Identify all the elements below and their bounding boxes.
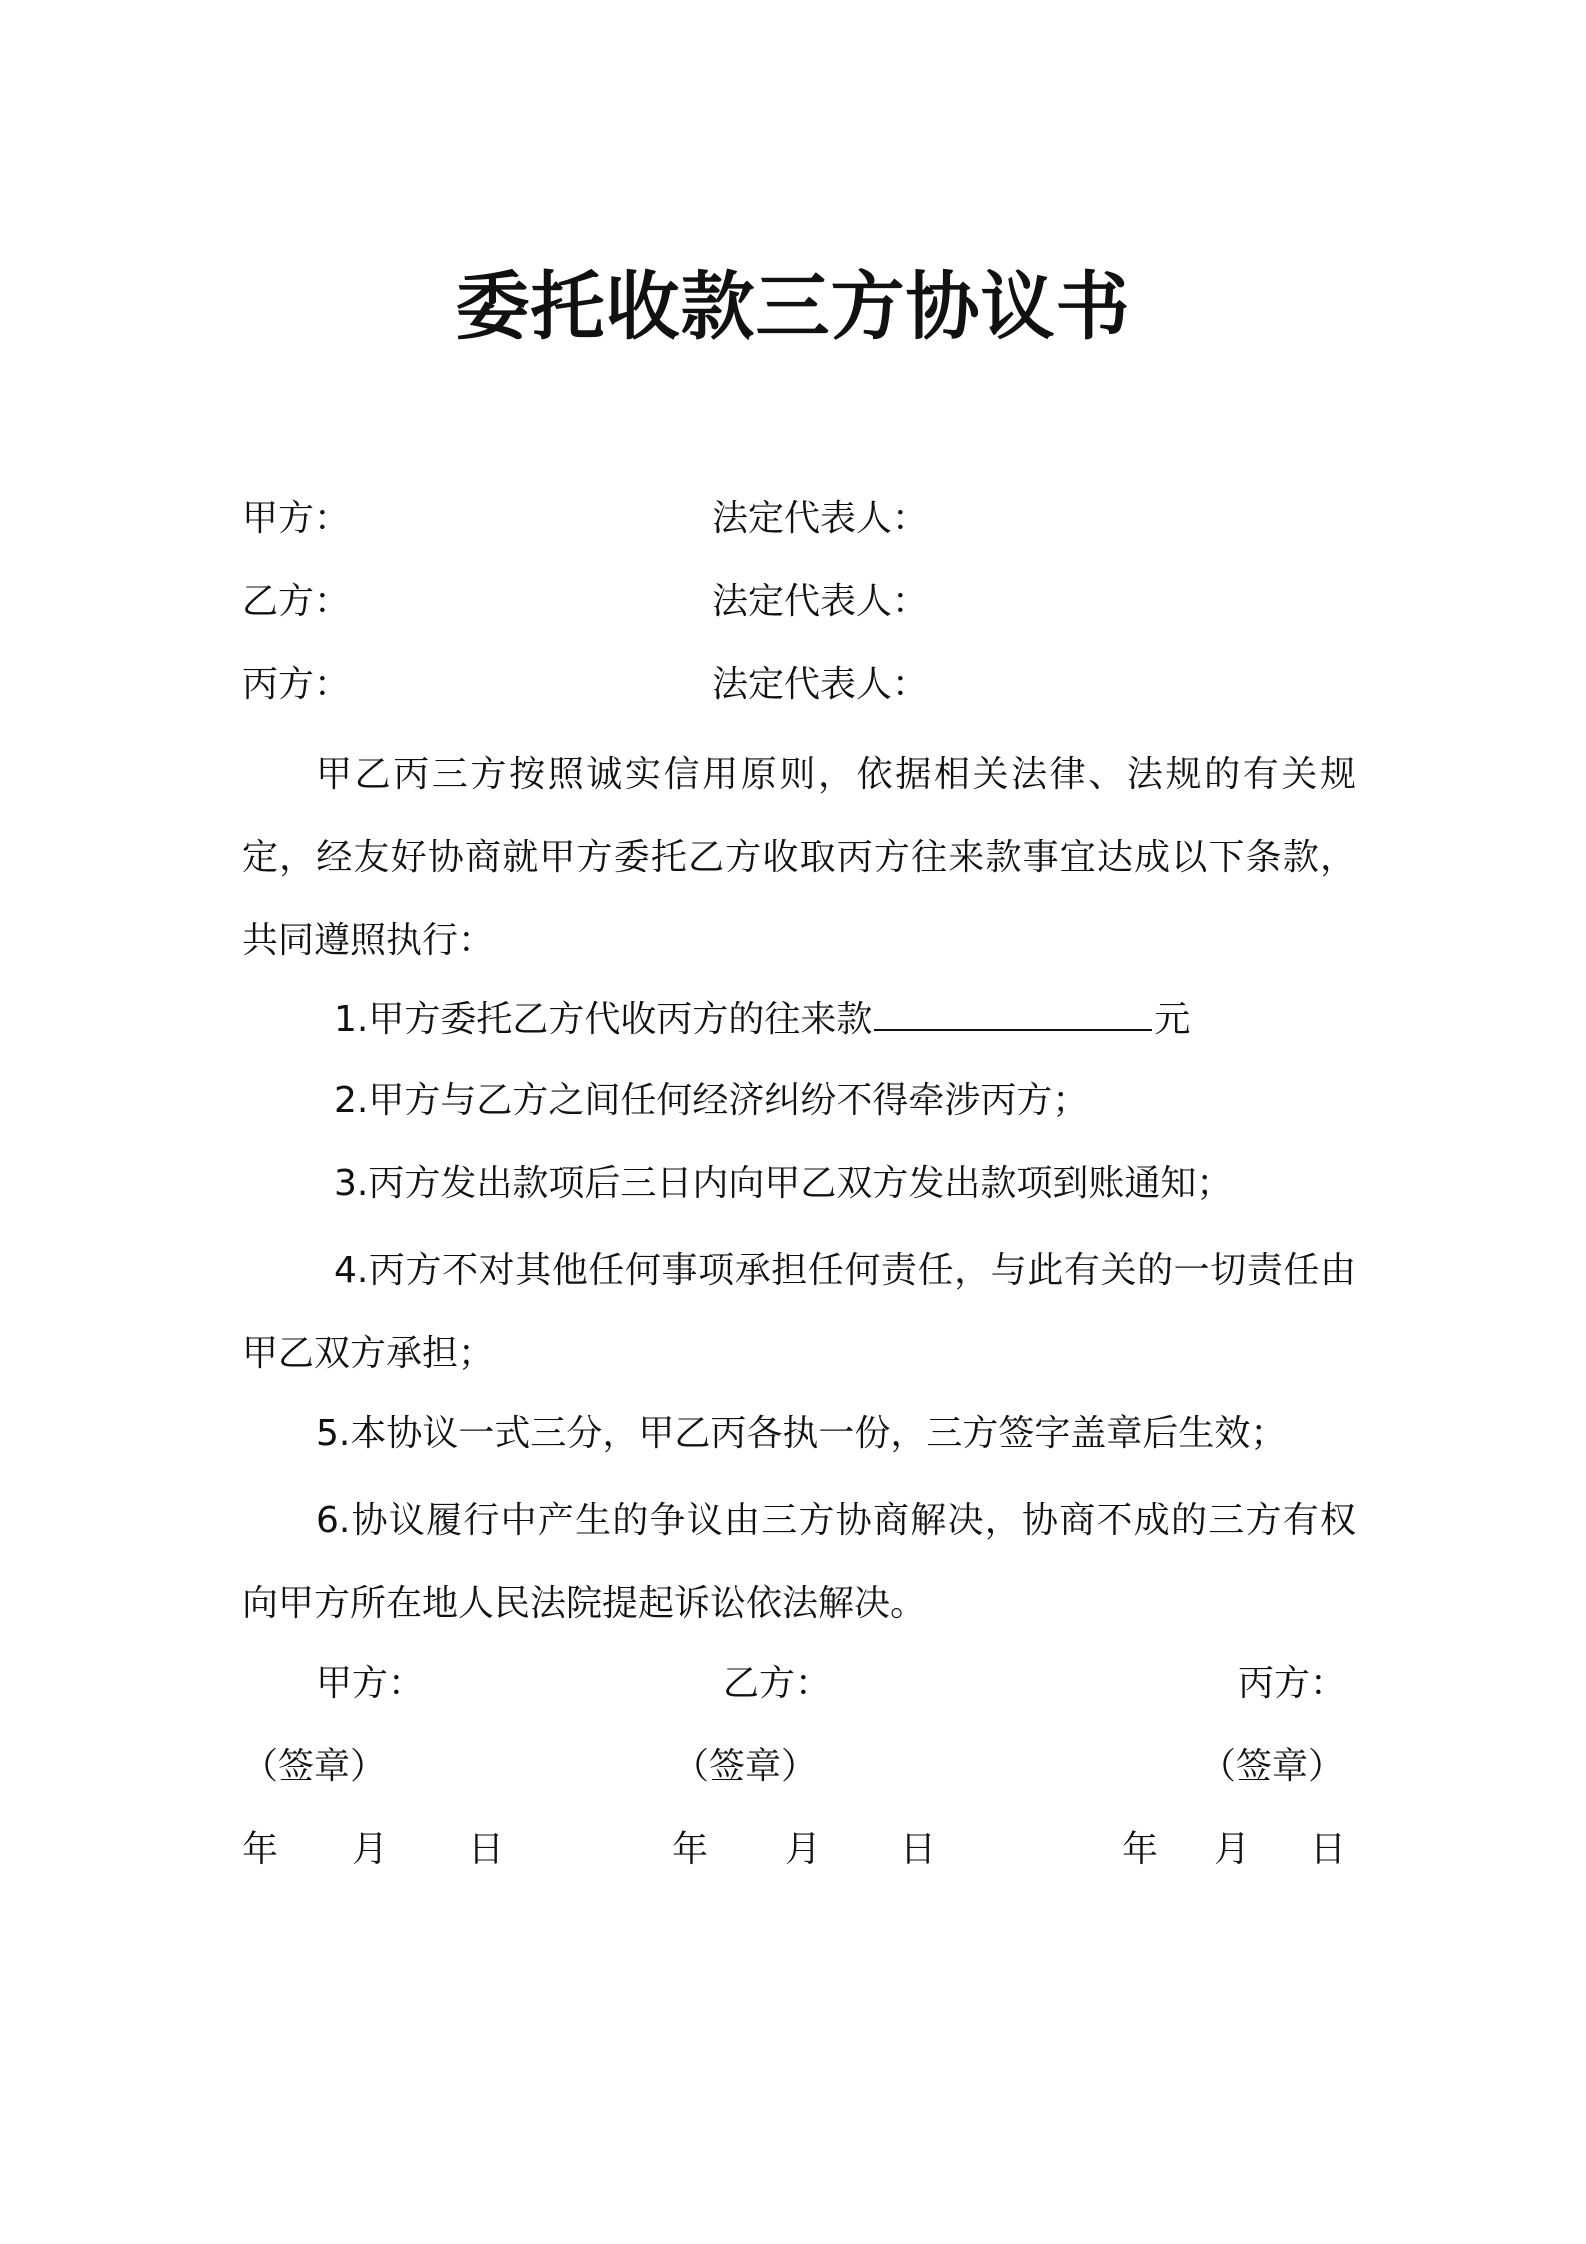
seal-party-c: （签章） <box>1200 1746 1345 1787</box>
date-a-day: 日 <box>468 1829 505 1870</box>
seal-party-b: （签章） <box>673 1746 818 1787</box>
date-a-month: 月 <box>352 1829 389 1870</box>
date-c-year: 年 <box>1122 1829 1159 1870</box>
party-a-label: 甲方： <box>242 498 351 539</box>
clause-4: 4.丙方不对其他任何事项承担任何责任，与此有关的一切责任由甲乙双方承担； <box>242 1250 1356 1374</box>
amount-blank-line[interactable] <box>874 995 1152 1031</box>
party-b-rep-label: 法定代表人： <box>712 581 929 622</box>
date-c-month: 月 <box>1214 1829 1251 1870</box>
clause-5: 5.本协议一式三分，甲乙丙各执一份，三方签字盖章后生效； <box>316 1413 1287 1454</box>
party-a-rep-label: 法定代表人： <box>712 498 929 539</box>
seal-party-a: （签章） <box>242 1746 387 1787</box>
clause-2: 2.甲方与乙方之间任何经济纠纷不得牵涉丙方； <box>334 1080 1089 1121</box>
sign-party-c: 丙方： <box>1238 1663 1347 1704</box>
sign-party-a: 甲方： <box>316 1663 425 1704</box>
party-c-label: 丙方： <box>242 664 351 705</box>
clause-1-text: 1.甲方委托乙方代收丙方的往来款 <box>334 999 873 1040</box>
document-title: 委托收款三方协议书 <box>455 264 1131 350</box>
party-c-rep-label: 法定代表人： <box>712 664 929 705</box>
date-b-day: 日 <box>900 1829 937 1870</box>
date-b-month: 月 <box>785 1829 822 1870</box>
clause-6: 6.协议履行中产生的争议由三方协商解决，协商不成的三方有权向甲方所在地人民法院提起诉讼依法解决。 <box>242 1500 1356 1624</box>
clause-1 <box>334 995 1190 1042</box>
sign-party-b: 乙方： <box>723 1663 832 1704</box>
party-b-label: 乙方： <box>242 581 351 622</box>
clause-1-unit: 元 <box>1154 999 1191 1040</box>
date-a-year: 年 <box>242 1829 279 1870</box>
intro-paragraph: 甲乙丙三方按照诚实信用原则，依据相关法律、法规的有关规定，经友好协商就甲方委托乙方收取丙方往来款事宜达成以下条款，共同遵照执行： <box>242 754 1356 961</box>
date-b-year: 年 <box>672 1829 709 1870</box>
clause-3: 3.丙方发出款项后三日内向甲乙双方发出款项到账通知； <box>334 1163 1233 1204</box>
date-c-day: 日 <box>1310 1829 1347 1870</box>
